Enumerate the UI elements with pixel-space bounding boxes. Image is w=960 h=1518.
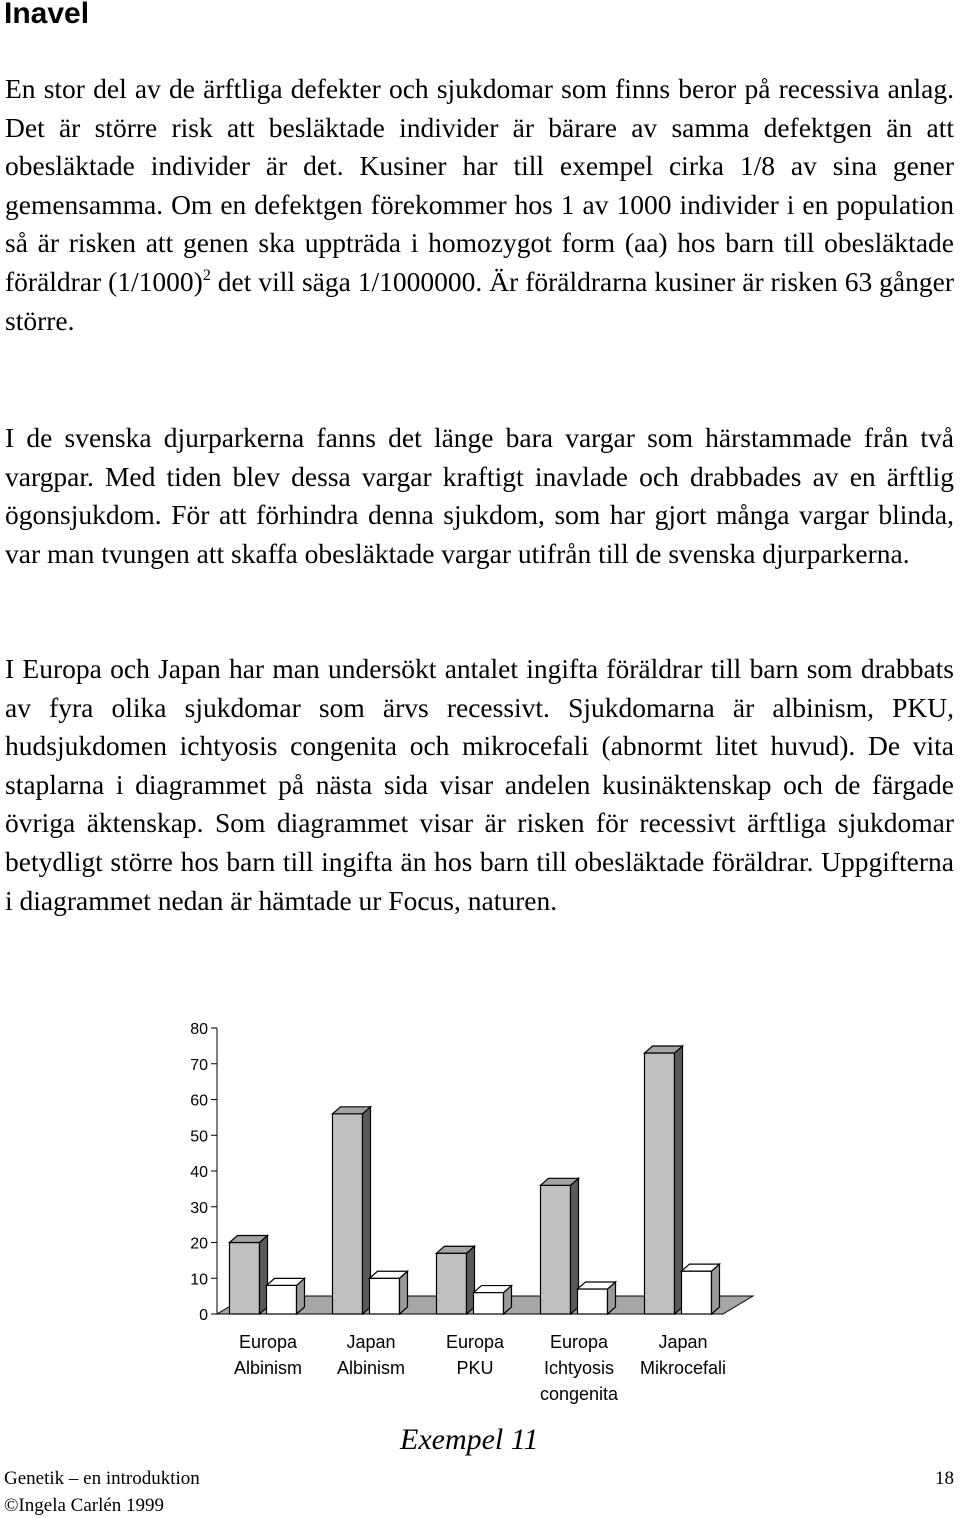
bar-cousin-marriages [267,1278,305,1314]
bar-cousin-marriages [578,1282,616,1314]
paragraph-text: En stor del av de ärftliga defekter och sjukdomar som finns beror på recessiva anlag. Det är större risk att besläktade individer är bärare av samma defektgen än att obesläktade individer är det. Kusiner har till exempel cirka 1/8 av sina gener gemensamma. Om en defektgen förekommer hos 1 av 1000 individer i en population så är risken att genen ska uppträda i homozygot form (aa) hos barn till obesläktade föräldrar (1/1000) [5,73,954,297]
bar-front [370,1278,400,1314]
bar-side [712,1264,720,1314]
page-number: 18 [935,1468,954,1489]
bar-other-marriages [437,1246,475,1314]
bar-other-marriages [645,1046,683,1314]
page-heading: Inavel [4,0,90,30]
bar-chart [0,1000,960,1420]
y-axis [211,1028,217,1314]
bar-front [578,1289,608,1314]
y-tick-label: 60 [190,1092,208,1110]
paragraph-text: det vill säga 1/1000000. Är föräldrarna kusiner är risken 63 gånger större. [5,265,954,336]
footer-title: Genetik – en introduktion [4,1468,200,1489]
category-label: congenita [539,1384,619,1404]
category-labels [234,1332,726,1404]
bar-cousin-marriages [682,1264,720,1314]
category-label: Albinism [336,1358,406,1378]
category-label: Ichtyosis [543,1358,615,1378]
y-tick-label: 50 [190,1128,208,1146]
y-tick-label: 20 [190,1235,208,1253]
bar-cousin-marriages [370,1271,408,1314]
paragraph-study: I Europa och Japan har man undersökt antalet ingifta föräldrar till barn som drabbats av fyra olika sjukdomar som ärvs recessivt. Sjukdomarna är albinism, PKU, hudsjukdomen ichtyosis congenita och mikrocefali (abnormt litet huvud). De vita staplarna i diagrammet på nästa sida visar andelen kusinäktenskap och de färgade övriga äktenskap. Som diagrammet visar är risken för recessivt ärftliga sjukdomar betydligt större hos barn till ingifta än hos barn till obesläktade föräldrar. Uppgifterna i diagrammet nedan är hämtade ur Focus, naturen. [5,653,954,916]
category-label: Europa [445,1332,505,1352]
exponent: 2 [202,266,211,284]
paragraph-wolves: I de svenska djurparkerna fanns det länge bara vargar som härstammade från två vargpar. Med tiden blev dessa vargar kraftigt inavlade och drabbades av en ärftlig ögonsjukdom. För att förhindra denna sjukdom, som har gjort många vargar blinda, var man tvungen att skaffa obesläktade vargar utifrån till de svenska djurparkerna. [5,422,954,569]
category-label: Europa [549,1332,609,1352]
bars [230,1046,720,1314]
category-label: PKU [456,1358,494,1378]
y-tick-label: 0 [199,1307,208,1324]
bar-front [474,1293,504,1314]
footer-copyright: ©Ingela Carlén 1999 [4,1495,165,1516]
category-label: Japan [346,1332,396,1352]
bar-cousin-marriages [474,1286,512,1314]
bar-other-marriages [333,1107,371,1314]
bar-other-marriages [230,1236,268,1315]
y-tick-label: 40 [190,1164,208,1181]
bar-front [333,1114,363,1314]
bar-front [230,1243,260,1315]
bar-front [541,1185,571,1314]
bar-other-marriages [541,1178,579,1314]
y-tick-label: 80 [190,1021,208,1038]
y-tick-label: 70 [190,1056,208,1074]
figure-caption: Exempel 11 [400,1423,539,1456]
bar-front [267,1285,297,1314]
category-label: Mikrocefali [639,1358,727,1378]
category-label: Europa [238,1332,298,1352]
bar-front [645,1053,675,1314]
y-tick-label: 30 [190,1199,208,1217]
y-tick-label: 10 [190,1271,208,1289]
paragraph-inbreeding-risk [5,70,954,340]
bar-front [437,1253,467,1314]
category-label: Albinism [233,1358,303,1378]
y-tick-labels [190,1021,208,1324]
category-label: Japan [658,1332,708,1352]
bar-front [682,1271,712,1314]
